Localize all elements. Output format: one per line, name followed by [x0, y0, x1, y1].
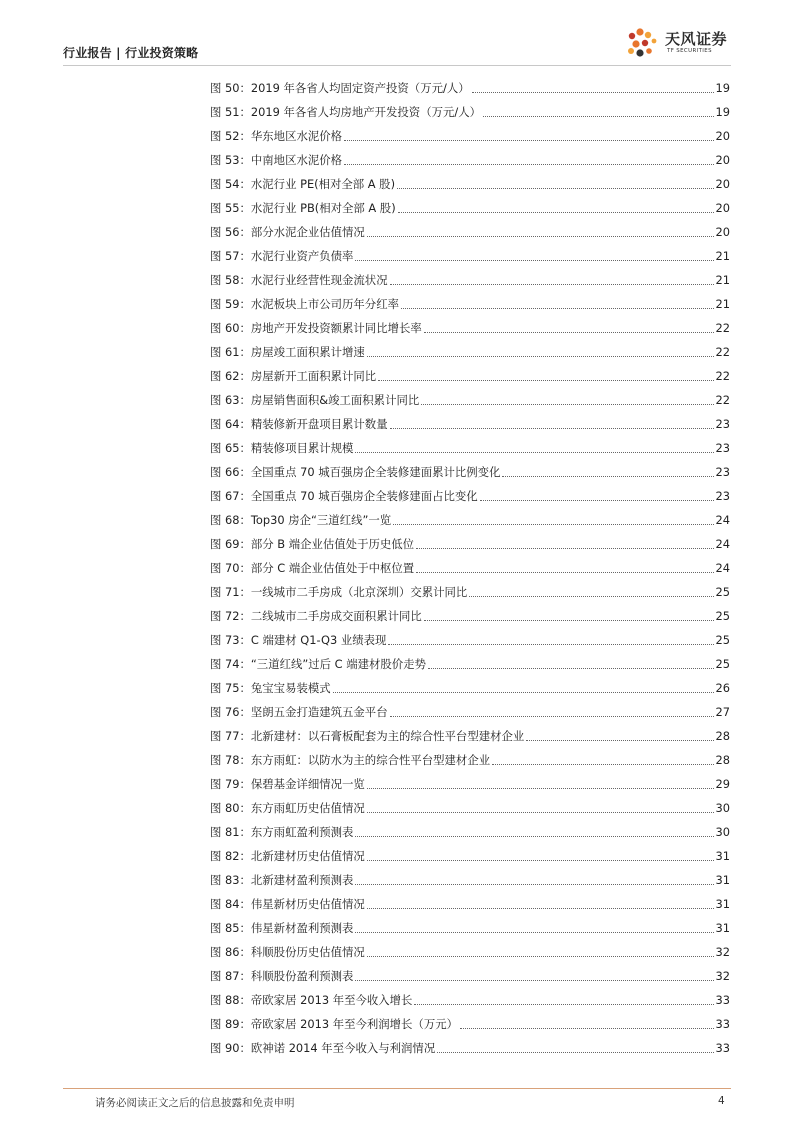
footer-disclaimer: 请务必阅读正文之后的信息披露和免责申明 [95, 1097, 295, 1109]
dot-leader [390, 715, 714, 717]
toc-entry-page: 28 [715, 753, 730, 767]
toc-entry-label: 图 58：水泥行业经营性现金流状况 [210, 273, 388, 287]
dot-leader [390, 283, 714, 285]
toc-entry-label: 图 62：房屋新开工面积累计同比 [210, 369, 377, 383]
dot-leader [367, 859, 714, 861]
toc-entry-page: 25 [715, 609, 730, 623]
toc-entry[interactable] [210, 888, 730, 912]
footer-divider [63, 1088, 731, 1089]
tianfeng-logo-icon [623, 24, 663, 64]
dot-leader [480, 499, 714, 501]
dot-leader [390, 427, 714, 429]
dot-leader [367, 955, 714, 957]
toc-entry[interactable] [210, 144, 730, 168]
toc-entry[interactable] [210, 792, 730, 816]
toc-entry[interactable] [210, 696, 730, 720]
toc-entry[interactable] [210, 768, 730, 792]
report-category: 行业报告 | 行业投资策略 [63, 46, 199, 60]
toc-entry-page: 20 [715, 225, 730, 239]
dot-leader [416, 547, 713, 549]
toc-entry[interactable] [210, 744, 730, 768]
toc-entry-page: 31 [715, 897, 730, 911]
dot-leader [492, 763, 713, 765]
dot-leader [401, 307, 714, 309]
dot-leader [398, 211, 714, 213]
toc-entry[interactable] [210, 96, 730, 120]
toc-entry-page: 20 [715, 153, 730, 167]
toc-entry-label: 图 66：全国重点 70 城百强房企全装修建面累计比例变化 [210, 465, 501, 479]
toc-entry[interactable] [210, 456, 730, 480]
toc-entry-label: 图 70：部分 C 端企业估值处于中枢位置 [210, 561, 415, 575]
toc-entry-label: 图 86：科顺股份历史估值情况 [210, 945, 365, 959]
toc-entry[interactable] [210, 1008, 730, 1032]
dot-leader [367, 235, 714, 237]
toc-entry-label: 图 75：兔宝宝易装模式 [210, 681, 331, 695]
toc-entry[interactable] [210, 504, 730, 528]
toc-entry-label: 图 54：水泥行业 PE(相对全部 A 股) [210, 177, 396, 191]
toc-entry[interactable] [210, 576, 730, 600]
toc-entry-label: 图 50：2019 年各省人均固定资产投资（万元/人） [210, 81, 470, 95]
toc-entry-page: 23 [715, 489, 730, 503]
dot-leader [355, 931, 713, 933]
toc-entry[interactable] [210, 672, 730, 696]
toc-entry-label: 图 84：伟星新材历史估值情况 [210, 897, 365, 911]
dot-leader [526, 739, 713, 741]
dot-leader [355, 259, 713, 261]
toc-entry-page: 21 [715, 297, 730, 311]
toc-entry-label: 图 56：部分水泥企业估值情况 [210, 225, 365, 239]
toc-entry[interactable] [210, 624, 730, 648]
toc-entry-label: 图 64：精装修新开盘项目累计数量 [210, 417, 388, 431]
toc-entry[interactable] [210, 120, 730, 144]
dot-leader [414, 1003, 713, 1005]
dot-leader [367, 787, 714, 789]
toc-entry-page: 31 [715, 873, 730, 887]
toc-entry-page: 23 [715, 465, 730, 479]
toc-entry-page: 27 [715, 705, 730, 719]
toc-entry[interactable] [210, 240, 730, 264]
toc-entry-page: 20 [715, 129, 730, 143]
toc-entry-page: 29 [715, 777, 730, 791]
dot-leader [355, 451, 713, 453]
toc-entry-page: 26 [715, 681, 730, 695]
toc-entry[interactable] [210, 480, 730, 504]
toc-entry-label: 图 73：C 端建材 Q1-Q3 业绩表现 [210, 633, 387, 647]
dot-leader [424, 331, 714, 333]
toc-entry-label: 图 72：二线城市二手房成交面积累计同比 [210, 609, 422, 623]
toc-entry-label: 图 90：欧神诺 2014 年至今收入与利润情况 [210, 1041, 436, 1055]
toc-entry-label: 图 89：帝欧家居 2013 年至今利润增长（万元） [210, 1017, 458, 1031]
toc-entry-page: 32 [715, 945, 730, 959]
toc-entry-label: 图 68：Top30 房企“三道红线”一览 [210, 513, 392, 527]
toc-entry[interactable] [210, 648, 730, 672]
toc-entry-label: 图 65：精装修项目累计规模 [210, 441, 354, 455]
toc-entry-label: 图 77：北新建材：以石膏板配套为主的综合性平台型建材企业 [210, 729, 525, 743]
dot-leader [393, 523, 713, 525]
toc-entry[interactable] [210, 72, 730, 96]
toc-entry[interactable] [210, 192, 730, 216]
dot-leader [397, 187, 713, 189]
toc-entry[interactable] [210, 312, 730, 336]
toc-entry-page: 19 [715, 81, 730, 95]
toc-entry-label: 图 74：“三道红线”过后 C 端建材股价走势 [210, 657, 426, 671]
dot-leader [355, 835, 713, 837]
toc-entry-page: 31 [715, 921, 730, 935]
toc-entry-page: 31 [715, 849, 730, 863]
toc-entry[interactable] [210, 384, 730, 408]
toc-entry-page: 33 [715, 1017, 730, 1031]
toc-entry-page: 33 [715, 993, 730, 1007]
toc-entry-page: 33 [715, 1041, 730, 1055]
toc-entry-label: 图 69：部分 B 端企业估值处于历史低位 [210, 537, 415, 551]
toc-entry[interactable] [210, 960, 730, 984]
toc-entry-page: 22 [715, 369, 730, 383]
toc-entry-label: 图 88：帝欧家居 2013 年至今收入增长 [210, 993, 413, 1007]
toc-entry-page: 22 [715, 321, 730, 335]
toc-entry[interactable] [210, 936, 730, 960]
toc-entry-label: 图 55：水泥行业 PB(相对全部 A 股) [210, 201, 396, 215]
header-divider [63, 65, 731, 66]
dot-leader [344, 139, 713, 141]
dot-leader [416, 571, 713, 573]
dot-leader [437, 1051, 713, 1053]
dot-leader [469, 595, 713, 597]
toc-entry[interactable] [210, 600, 730, 624]
toc-entry-label: 图 80：东方雨虹历史估值情况 [210, 801, 365, 815]
toc-entry-page: 20 [715, 177, 730, 191]
dot-leader [421, 403, 713, 405]
toc-entry[interactable] [210, 168, 730, 192]
toc-entry[interactable] [210, 840, 730, 864]
toc-entry[interactable] [210, 216, 730, 240]
toc-entry-page: 22 [715, 393, 730, 407]
toc-entry-page: 22 [715, 345, 730, 359]
dot-leader [502, 475, 713, 477]
toc-entry-page: 23 [715, 417, 730, 431]
toc-entry[interactable] [210, 360, 730, 384]
page-header [63, 30, 731, 64]
toc-entry-page: 30 [715, 825, 730, 839]
dot-leader [472, 91, 714, 93]
toc-entry-page: 24 [715, 561, 730, 575]
company-logo [623, 24, 735, 64]
toc-entry-label: 图 51：2019 年各省人均房地产开发投资（万元/人） [210, 105, 481, 119]
logo-english-name: TF SECURITIES [667, 48, 712, 54]
dot-leader [378, 379, 713, 381]
toc-entry[interactable] [210, 984, 730, 1008]
toc-entry-label: 图 82：北新建材历史估值情况 [210, 849, 365, 863]
toc-entry-page: 19 [715, 105, 730, 119]
figure-index-list [210, 72, 730, 1056]
dot-leader [424, 619, 714, 621]
dot-leader [460, 1027, 714, 1029]
toc-entry[interactable] [210, 864, 730, 888]
toc-entry-page: 30 [715, 801, 730, 815]
toc-entry-label: 图 81：东方雨虹盈利预测表 [210, 825, 354, 839]
toc-entry-page: 21 [715, 249, 730, 263]
toc-entry-label: 图 78：东方雨虹：以防水为主的综合性平台型建材企业 [210, 753, 491, 767]
dot-leader [355, 979, 713, 981]
toc-entry-label: 图 76：坚朗五金打造建筑五金平台 [210, 705, 388, 719]
toc-entry-page: 28 [715, 729, 730, 743]
toc-entry-label: 图 67：全国重点 70 城百强房企全装修建面占比变化 [210, 489, 478, 503]
toc-entry-label: 图 85：伟星新材盈利预测表 [210, 921, 354, 935]
toc-entry-page: 24 [715, 537, 730, 551]
toc-entry-page: 24 [715, 513, 730, 527]
toc-entry[interactable] [210, 552, 730, 576]
toc-entry[interactable] [210, 1032, 730, 1056]
toc-entry-page: 25 [715, 633, 730, 647]
dot-leader [355, 883, 713, 885]
toc-entry[interactable] [210, 288, 730, 312]
toc-entry-label: 图 53：中南地区水泥价格 [210, 153, 343, 167]
toc-entry[interactable] [210, 816, 730, 840]
dot-leader [344, 163, 713, 165]
toc-entry-label: 图 87：科顺股份盈利预测表 [210, 969, 354, 983]
toc-entry-label: 图 61：房屋竣工面积累计增速 [210, 345, 365, 359]
toc-entry-label: 图 57：水泥行业资产负债率 [210, 249, 354, 263]
toc-entry-page: 25 [715, 657, 730, 671]
logo-chinese-name: 天风证券 [665, 30, 728, 48]
toc-entry-label: 图 63：房屋销售面积&竣工面积累计同比 [210, 393, 420, 407]
dot-leader [367, 907, 714, 909]
toc-entry-page: 20 [715, 201, 730, 215]
dot-leader [388, 643, 713, 645]
toc-entry-label: 图 71：一线城市二手房成（北京深圳）交累计同比 [210, 585, 468, 599]
toc-entry-page: 23 [715, 441, 730, 455]
dot-leader [428, 667, 714, 669]
toc-entry[interactable] [210, 264, 730, 288]
toc-entry-label: 图 52：华东地区水泥价格 [210, 129, 343, 143]
toc-entry[interactable] [210, 720, 730, 744]
toc-entry[interactable] [210, 408, 730, 432]
toc-entry-page: 21 [715, 273, 730, 287]
dot-leader [333, 691, 714, 693]
toc-entry[interactable] [210, 912, 730, 936]
toc-entry[interactable] [210, 432, 730, 456]
toc-entry-page: 32 [715, 969, 730, 983]
toc-entry[interactable] [210, 528, 730, 552]
toc-entry-label: 图 60：房地产开发投资额累计同比增长率 [210, 321, 422, 335]
toc-entry-label: 图 83：北新建材盈利预测表 [210, 873, 354, 887]
toc-entry[interactable] [210, 336, 730, 360]
dot-leader [367, 355, 714, 357]
dot-leader [483, 115, 714, 117]
toc-entry-label: 图 79：保碧基金详细情况一览 [210, 777, 365, 791]
toc-entry-label: 图 59：水泥板块上市公司历年分红率 [210, 297, 399, 311]
dot-leader [367, 811, 714, 813]
toc-entry-page: 25 [715, 585, 730, 599]
page-number: 4 [718, 1095, 725, 1107]
